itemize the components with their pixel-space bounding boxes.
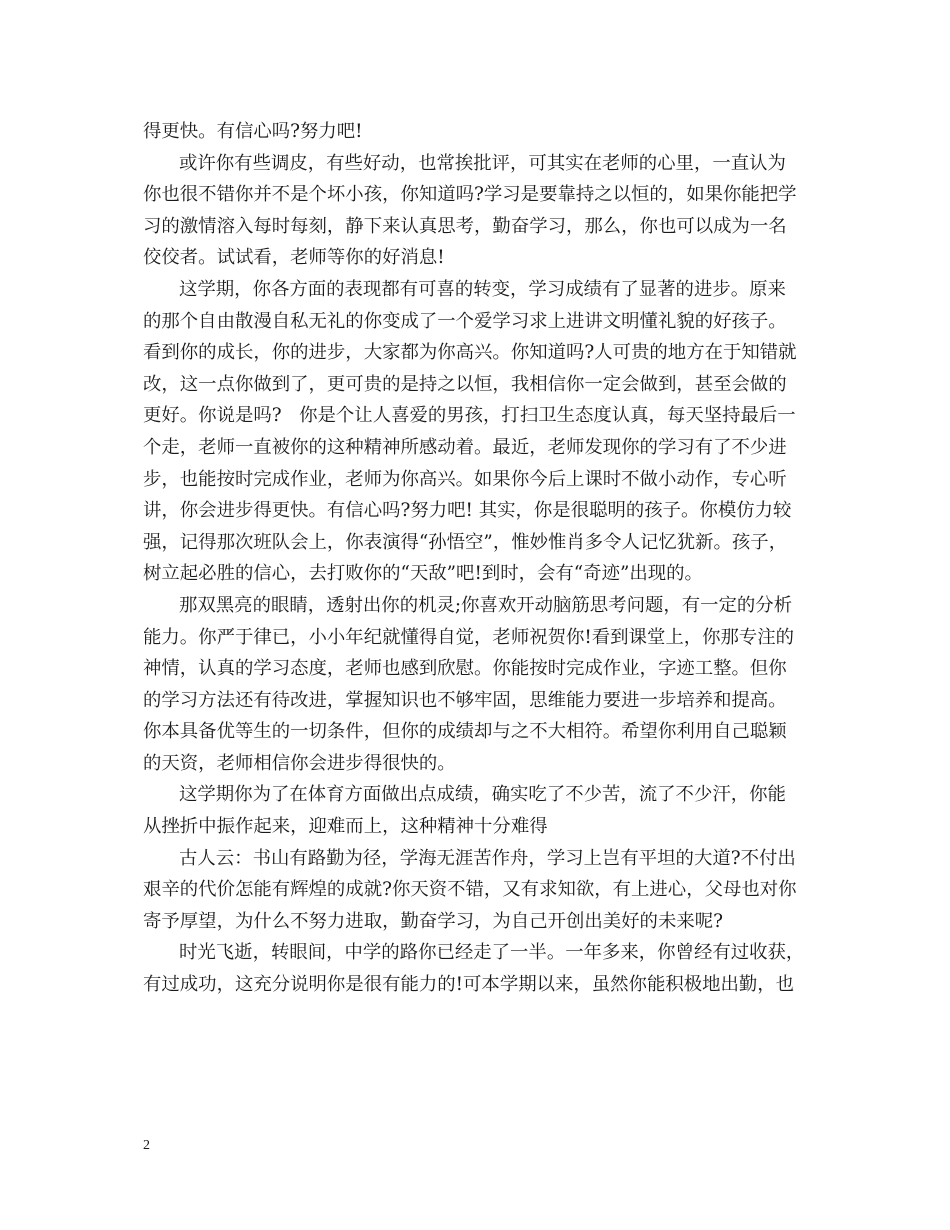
text-line: 艰辛的代价怎能有辉煌的成就?你天资不错，又有求知欲，有上进心，父母也对你 bbox=[143, 879, 797, 901]
text-line: 佼佼者。试试看，老师等你的好消息! bbox=[143, 247, 445, 269]
paragraph-start-line: 时光飞逝，转眼间，中学的路你已经走了一半。一年多来，你曾经有过收获， bbox=[179, 942, 805, 964]
text-line: 更好。你说是吗? 你是个让人喜爱的男孩，打扫卫生态度认真，每天坚持最后一 bbox=[143, 405, 796, 427]
text-line: 习的激情溶入每时每刻，静下来认真思考，勤奋学习，那么，你也可以成为一名 bbox=[143, 215, 787, 237]
text-line: 的那个自由散漫自私无礼的你变成了一个爱学习求上进讲文明懂礼貌的好孩子。 bbox=[143, 310, 787, 332]
text-line: 能力。你严于律已，小小年纪就懂得自觉，老师祝贺你!看到课堂上，你那专注的 bbox=[143, 626, 795, 648]
text-line: 步，也能按时完成作业，老师为你高兴。如果你今后上课时不做小动作，专心听 bbox=[143, 468, 787, 490]
text-line: 神情，认真的学习态度，老师也感到欣慰。你能按时完成作业，字迹工整。但你 bbox=[143, 658, 787, 680]
text-line: 的天资，老师相信你会进步得很快的。 bbox=[143, 752, 456, 774]
paragraph-start-line: 这学期你为了在体育方面做出点成绩，确实吃了不少苦，流了不少汗，你能 bbox=[179, 784, 786, 806]
text-line: 个走，老师一直被你的这种精神所感动着。最近，老师发现你的学习有了不少进 bbox=[143, 436, 787, 458]
paragraph-start-line: 古人云：书山有路勤为径，学海无涯苦作舟，学习上岂有平坦的大道?不付出 bbox=[179, 847, 796, 869]
text-line: 从挫折中振作起来，迎难而上，这种精神十分难得 bbox=[143, 816, 548, 838]
text-line: 的学习方法还有待改进，掌握知识也不够牢固，思维能力要进一步培养和提高。 bbox=[143, 689, 787, 711]
text-line: 得更快。有信心吗?努力吧! bbox=[143, 121, 363, 142]
body-text bbox=[143, 116, 823, 1001]
paragraph-start-line: 那双黑亮的眼睛，透射出你的机灵;你喜欢开动脑筋思考问题，有一定的分析 bbox=[179, 594, 793, 616]
paragraph-start-line: 这学期，你各方面的表现都有可喜的转变，学习成绩有了显著的进步。原来 bbox=[179, 278, 786, 300]
text-line: 看到你的成长，你的进步，大家都为你高兴。你知道吗?人可贵的地方在于知错就 bbox=[143, 342, 797, 364]
text-line: 树立起必胜的信心，去打败你的“天敌”吧!到时，会有“奇迹”出现的。 bbox=[143, 563, 703, 585]
text-line: 你本具备优等生的一切条件，但你的成绩却与之不大相符。希望你利用自己聪颖 bbox=[143, 721, 787, 743]
text-line: 讲，你会进步得更快。有信心吗?努力吧! 其实，你是很聪明的孩子。你模仿力较 bbox=[143, 500, 792, 522]
text-line: 有过成功，这充分说明你是很有能力的!可本学期以来，虽然你能积极地出勤，也 bbox=[143, 974, 795, 996]
page-number: 2 bbox=[143, 1138, 150, 1153]
text-line: 改，这一点你做到了，更可贵的是持之以恒，我相信你一定会做到，甚至会做的 bbox=[143, 373, 787, 395]
text-line: 你也很不错你并不是个坏小孩，你知道吗?学习是要靠持之以恒的，如果你能把学 bbox=[143, 184, 797, 206]
paragraph-start-line: 或许你有些调皮，有些好动，也常挨批评，可其实在老师的心里，一直认为 bbox=[179, 152, 786, 174]
text-line: 强，记得那次班队会上，你表演得“孙悟空”，惟妙惟肖多令人记忆犹新。孩子， bbox=[143, 531, 788, 553]
text-line: 寄予厚望，为什么不努力进取，勤奋学习，为自己开创出美好的未来呢? bbox=[143, 910, 723, 932]
